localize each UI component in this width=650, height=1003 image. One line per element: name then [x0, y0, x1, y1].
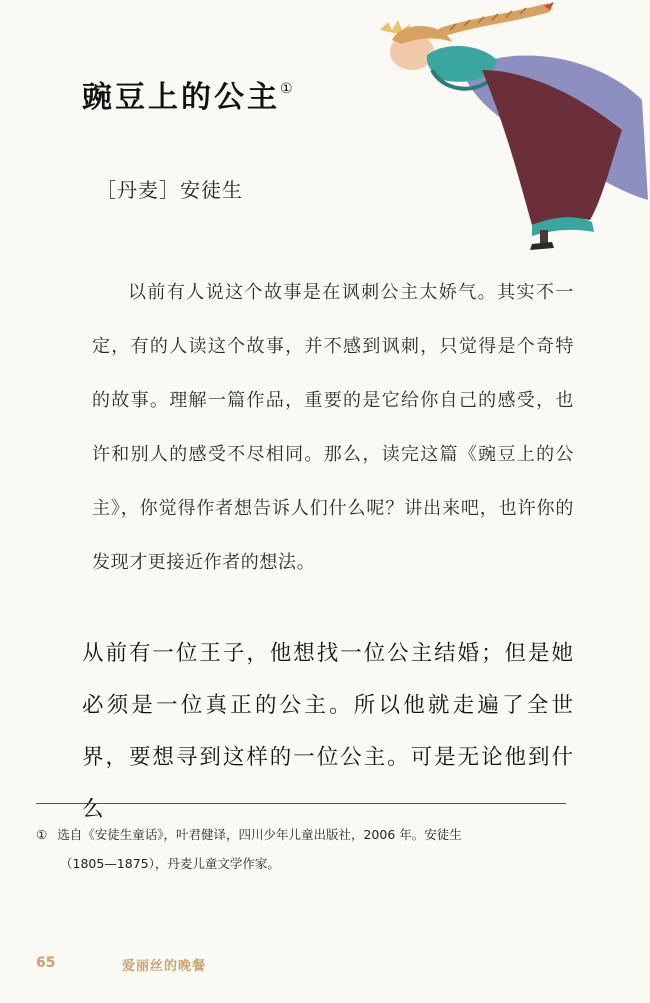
- title-text: 豌豆上的公主: [82, 80, 280, 115]
- running-footer-title: 爱丽丝的晚餐: [122, 959, 207, 974]
- intro-paragraph: 以前有人说这个故事是在讽刺公主太娇气。其实不一定，有的人读这个故事，并不感到讽刺，只觉得是个奇特的故事。理解一篇作品，重要的是它给你自己的感受，也许和别人的感受不尽相同。那么，读完这篇《豌豆上的公主》，你觉得作者想告诉人们什么呢？讲出来吧，也许你的发现才更接近作者的想法。: [92, 282, 574, 573]
- footnote-marker: ①: [36, 827, 48, 842]
- footnote-line-2: （1805—1875），丹麦儿童文学作家。: [60, 856, 280, 871]
- page-number: 65: [36, 955, 56, 971]
- story-paragraph: 从前有一位王子，他想找一位公主结婚；但是她必须是一位真正的公主。所以他就走遍了全世界，要想寻到这样的一位公主。可是无论他到什么: [82, 641, 574, 822]
- flying-princess-illustration: [372, 0, 650, 255]
- footnote: [36, 820, 576, 878]
- title-footnote-marker: ①: [280, 81, 293, 97]
- author-line: ［丹麦］安徒生: [96, 178, 243, 202]
- page-title: [82, 72, 293, 116]
- footnote-divider: [36, 803, 566, 804]
- footnote-line-1: 选自《安徒生童话》，叶君健译，四川少年儿童出版社，2006 年。安徒生: [57, 827, 462, 842]
